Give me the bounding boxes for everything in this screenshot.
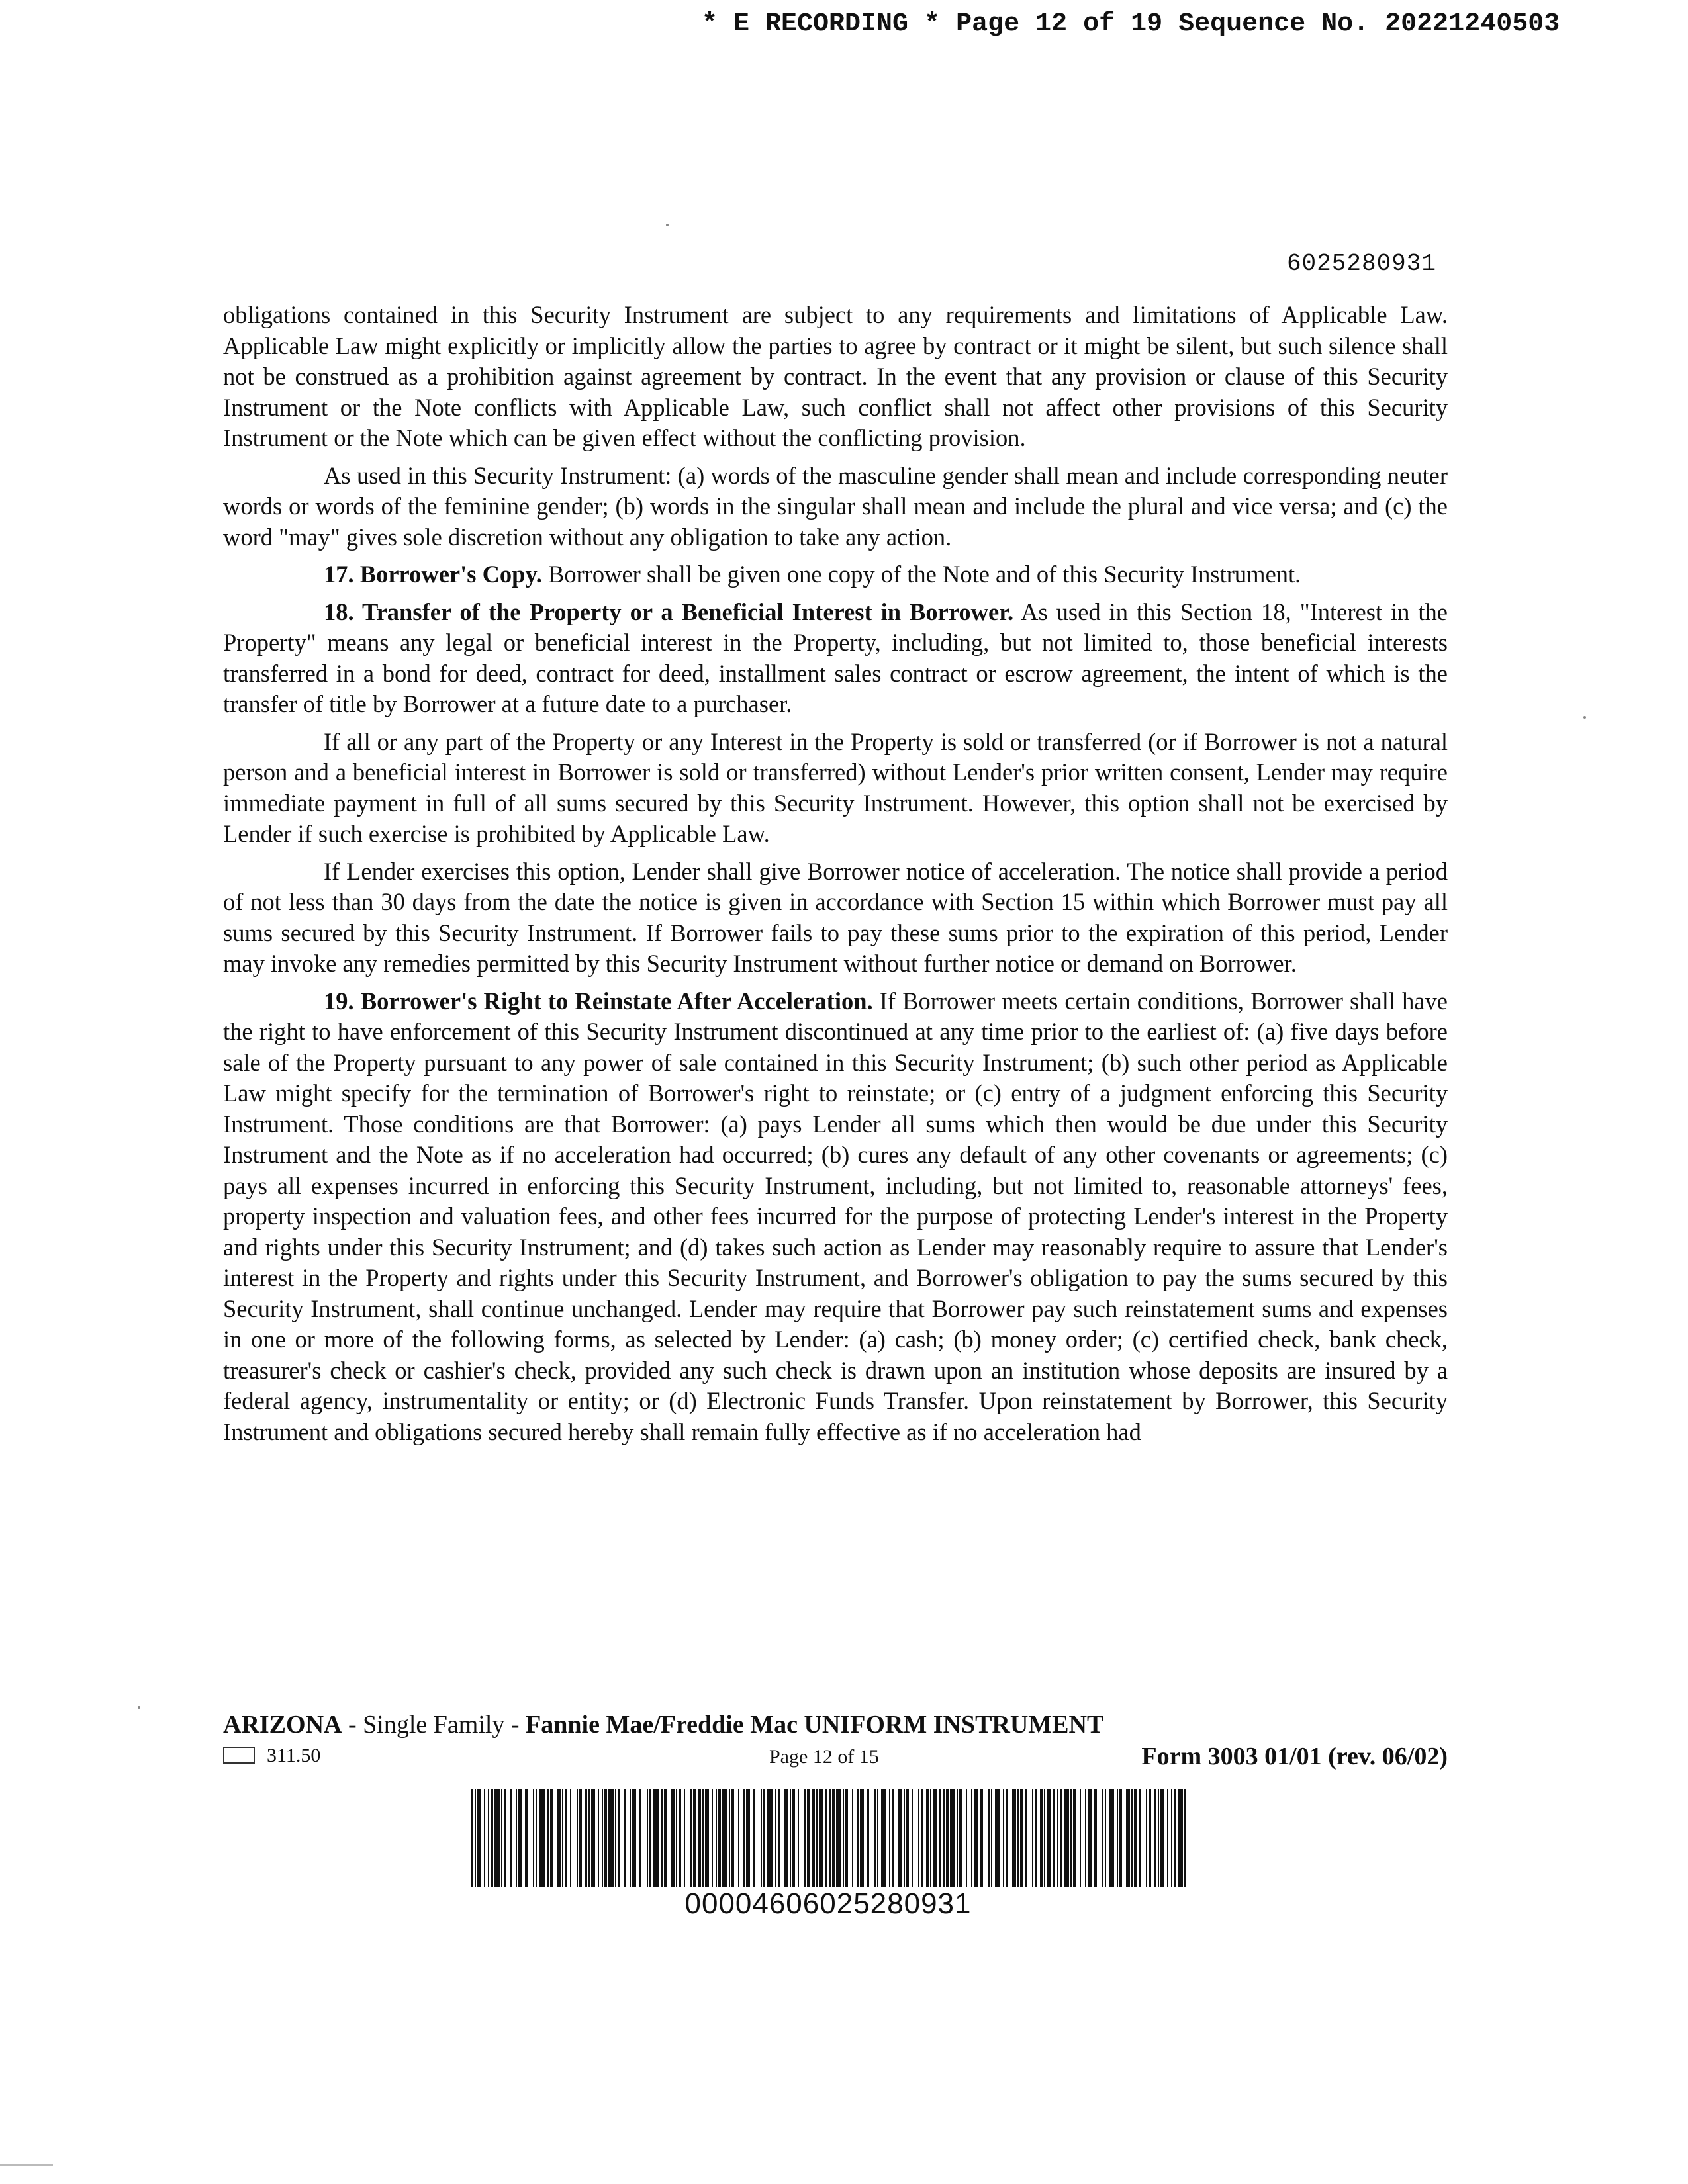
barcode-bar <box>1139 1789 1141 1887</box>
barcode-bar <box>775 1789 776 1887</box>
barcode-bar <box>1158 1789 1159 1887</box>
barcode-bar <box>602 1789 603 1887</box>
barcode-bar <box>816 1789 818 1887</box>
document-body <box>223 300 1448 1454</box>
barcode-bar <box>577 1789 578 1887</box>
barcode-bar <box>557 1789 561 1887</box>
barcode-bar <box>1040 1789 1043 1887</box>
barcode-bar <box>679 1789 681 1887</box>
paragraph-text: Borrower shall be given one copy of the Note and of this Security Instrument. <box>541 561 1301 588</box>
barcode-bar <box>829 1789 831 1887</box>
barcode-bar <box>1117 1789 1118 1887</box>
barcode-bar <box>950 1789 955 1887</box>
section-heading: 19. Borrower's Right to Reinstate After Acceleration. <box>324 987 873 1015</box>
barcode-bar <box>1003 1789 1004 1887</box>
barcode-bar <box>1119 1789 1122 1887</box>
barcode-bar <box>790 1789 791 1887</box>
barcode-bar <box>743 1789 745 1887</box>
page-number: Page 12 of 15 <box>769 1746 879 1768</box>
barcode-bar <box>1025 1789 1027 1887</box>
barcode-bar <box>525 1789 528 1887</box>
barcode-bar <box>1184 1789 1186 1887</box>
barcode-bar <box>912 1789 913 1887</box>
section-17 <box>223 559 1448 590</box>
footer-row <box>223 1745 1448 1774</box>
barcode-bar <box>1012 1789 1016 1887</box>
barcode-bar <box>1126 1789 1130 1887</box>
section-18 <box>223 597 1448 720</box>
barcode-bar <box>1131 1789 1133 1887</box>
barcode-bar <box>898 1789 902 1887</box>
paragraph-text: As used in this Section 18, "Interest in the Property" means any legal or beneficial interest in the Property, including, but not limited to, those beneficial interests transferred in a bond for deed, contract for deed, installment sales contract or escrow agreement, the intent of which is the transfer of title by Borrower at a future date to a purchaser. <box>223 598 1448 717</box>
barcode-bar <box>491 1789 493 1887</box>
barcode-bar <box>812 1789 815 1887</box>
barcode-bar <box>867 1789 869 1887</box>
barcode-bar <box>807 1789 810 1887</box>
barcode-bar <box>792 1789 795 1887</box>
barcode-bar <box>974 1789 978 1887</box>
barcode-bar <box>608 1789 614 1887</box>
barcode-bar <box>761 1789 762 1887</box>
barcode-bar <box>1174 1789 1176 1887</box>
barcode-bar <box>565 1789 567 1887</box>
barcode-bar <box>1154 1789 1156 1887</box>
barcode-bar <box>933 1789 937 1887</box>
barcode-bar <box>712 1789 713 1887</box>
barcode-bar <box>705 1789 709 1887</box>
barcode-bar <box>664 1789 667 1887</box>
barcode-icon <box>471 1789 1186 1887</box>
footer-state: ARIZONA <box>223 1711 342 1739</box>
barcode-bar <box>943 1789 945 1887</box>
barcode-bar <box>966 1789 967 1887</box>
paragraph-text: As used in this Security Instrument: (a) words of the masculine gender shall mean and include corresponding neuter words or words of the feminine gender; (b) words in the singular shall mean and include the plural and vice versa; and (c) the word "may" gives sole discretion without any obligation to take any action. <box>223 461 1448 551</box>
barcode-bar <box>778 1789 780 1887</box>
scan-speck <box>138 1706 140 1709</box>
scan-speck <box>1583 716 1586 719</box>
barcode-bar <box>536 1789 537 1887</box>
barcode-bar <box>753 1789 755 1887</box>
barcode-bar <box>988 1789 990 1887</box>
paragraph-text: obligations contained in this Security Instrument are subject to any requirements and limitations of Applicable Law. Applicable Law might explicitly or implicitly allow the parties to agree by contract or it might be silent, but such silence shall not be construed as a prohibition against agreement by contract. In the event that any provision or clause of this Security Instrument or the Note conflicts with Applicable Law, such conflict shall not affect other provisions of this Security Instrument or the Note which can be given effect without the conflicting provision. <box>223 301 1448 451</box>
barcode-bar <box>825 1789 827 1887</box>
scan-speck <box>666 224 669 226</box>
barcode-bar <box>1064 1789 1069 1887</box>
barcode-bar <box>939 1789 941 1887</box>
barcode-bar <box>591 1789 595 1887</box>
barcode-bar <box>570 1789 571 1887</box>
barcode-bar <box>1047 1789 1051 1887</box>
barcode-bar <box>763 1789 765 1887</box>
recording-header: * E RECORDING * Page 12 of 19 Sequence No. 20221240503 <box>702 9 1560 39</box>
scan-speck <box>0 2164 53 2166</box>
loan-number: 6025280931 <box>1286 250 1436 277</box>
barcode-bar <box>518 1789 522 1887</box>
barcode-bar <box>661 1789 663 1887</box>
barcode-bar <box>946 1789 949 1887</box>
barcode-bar <box>1035 1789 1037 1887</box>
paragraph-text: If all or any part of the Property or any Interest in the Property is sold or transferred (or if Borrower is not a natural person and a beneficial interest in Borrower is sold or transferred) without Lender's prior written consent, Lender may require immediate payment in full of all sums secured by this Security Instrument. However, this option shall not be exercised by Lender if such exercise is prohibited by Applicable Law. <box>223 727 1448 847</box>
barcode-bar <box>957 1789 958 1887</box>
paragraph <box>223 300 1448 454</box>
footer-title <box>223 1710 1103 1739</box>
barcode-bar <box>1080 1789 1081 1887</box>
barcode-bar <box>729 1789 730 1887</box>
barcode-bar <box>843 1789 844 1887</box>
barcode-bar <box>1020 1789 1023 1887</box>
paragraph <box>223 461 1448 553</box>
barcode-bar <box>1044 1789 1045 1887</box>
barcode-bar <box>671 1789 675 1887</box>
barcode-bar <box>550 1789 553 1887</box>
barcode-bar <box>647 1789 648 1887</box>
barcode-number: 00004606025280931 <box>684 1888 972 1920</box>
barcode-bar <box>516 1789 517 1887</box>
barcode-bar <box>1134 1789 1137 1887</box>
footer-separator: - Single Family - <box>342 1711 526 1739</box>
barcode-bar <box>630 1789 631 1887</box>
barcode-bar <box>585 1789 587 1887</box>
barcode-bar <box>881 1789 886 1887</box>
barcode-bar <box>971 1789 972 1887</box>
barcode-bar <box>845 1789 848 1887</box>
barcode-bar <box>698 1789 701 1887</box>
footer-agency: Fannie Mae/Freddie Mac UNIFORM INSTRUMENT <box>526 1711 1104 1739</box>
barcode-bar <box>836 1789 841 1887</box>
barcode-bar <box>1085 1789 1086 1887</box>
barcode-bar <box>832 1789 835 1887</box>
barcode-bar <box>1070 1789 1072 1887</box>
barcode-bar <box>904 1789 905 1887</box>
barcode-bar <box>471 1789 473 1887</box>
barcode-bar <box>579 1789 582 1887</box>
barcode-bar <box>1105 1789 1106 1887</box>
barcode-bar <box>1032 1789 1033 1887</box>
form-logo-icon <box>223 1747 255 1764</box>
barcode-bar <box>1057 1789 1058 1887</box>
barcode-bar <box>488 1789 489 1887</box>
barcode-bar <box>588 1789 590 1887</box>
barcode-bar <box>494 1789 500 1887</box>
form-id: Form 3003 01/01 (rev. 06/02) <box>1141 1743 1448 1770</box>
barcode-bar <box>738 1789 739 1887</box>
barcode-bar <box>649 1789 651 1887</box>
barcode-bar <box>980 1789 983 1887</box>
barcode-bar <box>930 1789 931 1887</box>
barcode-bar <box>921 1789 923 1887</box>
paragraph <box>223 856 1448 979</box>
barcode-bar <box>1171 1789 1172 1887</box>
barcode-bar <box>1006 1789 1008 1887</box>
section-19 <box>223 986 1448 1448</box>
barcode-bar <box>1109 1789 1114 1887</box>
barcode-bar <box>484 1789 485 1887</box>
barcode-bar <box>504 1789 506 1887</box>
barcode-bar <box>918 1789 919 1887</box>
barcode-bar <box>852 1789 853 1887</box>
barcode-bar <box>615 1789 616 1887</box>
barcode-bar <box>718 1789 721 1887</box>
barcode-bar <box>991 1789 992 1887</box>
barcode-bar <box>892 1789 894 1887</box>
barcode-bar <box>1160 1789 1164 1887</box>
barcode-bar <box>477 1789 481 1887</box>
barcode-bar <box>510 1789 512 1887</box>
paragraph-text: If Lender exercises this option, Lender shall give Borrower notice of acceleration. The notice shall provide a period of not less than 30 days from the date the notice is given in accordance with Section 15 within which Borrower must pay all sums secured by this Security Instrument. If Borrower fails to pay these sums prior to the expiration of this period, Lender may invoke any remedies permitted by this Security Instrument without further notice or demand on Borrower. <box>223 857 1448 977</box>
barcode-bar <box>798 1789 799 1887</box>
barcode-bar <box>684 1789 685 1887</box>
barcode-bar <box>693 1789 696 1887</box>
form-code <box>223 1745 320 1767</box>
barcode-bar <box>1017 1789 1019 1887</box>
section-heading: 17. Borrower's Copy. <box>324 561 542 588</box>
barcode-bar <box>604 1789 607 1887</box>
barcode-bar <box>995 1789 1000 1887</box>
barcode-bar <box>819 1789 823 1887</box>
barcode-bar <box>1073 1789 1076 1887</box>
barcode-bar <box>877 1789 878 1887</box>
section-heading: 18. Transfer of the Property or a Beneficial Interest in Borrower. <box>324 598 1014 625</box>
barcode-bar <box>767 1789 773 1887</box>
barcode-bar <box>1167 1789 1168 1887</box>
barcode-bar <box>690 1789 692 1887</box>
barcode-bar <box>1094 1789 1097 1887</box>
barcode-bar <box>1088 1789 1092 1887</box>
barcode-bar <box>959 1789 962 1887</box>
barcode-bar <box>716 1789 717 1887</box>
barcode-bar <box>731 1789 734 1887</box>
barcode-bar <box>547 1789 549 1887</box>
barcode-bar <box>1146 1789 1147 1887</box>
barcode-bar <box>1060 1789 1062 1887</box>
barcode-bar <box>857 1789 859 1887</box>
barcode-bar <box>722 1789 727 1887</box>
barcode-bar <box>653 1789 659 1887</box>
barcode-bar <box>874 1789 876 1887</box>
barcode-bar <box>598 1789 599 1887</box>
barcode-bar <box>676 1789 677 1887</box>
barcode-bar <box>702 1789 704 1887</box>
paragraph <box>223 727 1448 850</box>
barcode-bar <box>860 1789 864 1887</box>
barcode-bar <box>562 1789 563 1887</box>
barcode-bar <box>639 1789 641 1887</box>
barcode-bar <box>475 1789 476 1887</box>
form-code-text: 311.50 <box>267 1745 321 1766</box>
barcode-bar <box>533 1789 534 1887</box>
barcode-bar <box>1149 1789 1151 1887</box>
barcode-bar <box>746 1789 750 1887</box>
barcode-bar <box>784 1789 788 1887</box>
barcode-bar <box>624 1789 626 1887</box>
barcode-bar <box>804 1789 806 1887</box>
barcode-bar <box>632 1789 636 1887</box>
barcode-bar <box>618 1789 620 1887</box>
barcode-bar <box>1102 1789 1103 1887</box>
barcode-bar <box>926 1789 929 1887</box>
barcode-bar <box>1178 1789 1183 1887</box>
barcode-bar <box>889 1789 890 1887</box>
barcode-bar <box>539 1789 545 1887</box>
barcode-bar <box>906 1789 909 1887</box>
barcode-bar <box>1053 1789 1055 1887</box>
paragraph-text: If Borrower meets certain conditions, Borrower shall have the right to have enforcement of this Security Instrument discontinued at any time prior to the earliest of: (a) five days before sale of the Property pursuant to any power of sale contained in this Security Instrument; (b) such other period as Applicable Law might specify for the termination of Borrower's right to reinstate; or (c) entry of a judgment enforcing this Security Instrument. Those conditions are that Borrower: (a) pays Lender all sums which then would be due under this Security Instrument and the Note as if no acceleration had occurred; (b) cures any default of any other covenants or agreements; (c) pays all expenses incurred in enforcing this Security Instrument, including, but not limited to, reasonable attorneys' fees, property inspection and valuation fees, and other fees incurred for the purpose of protecting Lender's interest in the Property and rights under this Security Instrument; and (d) takes such action as Lender may reasonably require to assure that Lender's interest in the Property and rights under this Security Instrument, and Borrower's obligation to pay the sums secured by this Security Instrument, shall continue unchanged. Lender may require that Borrower pay such reinstatement sums and expenses in one or more of the following forms, as selected by Lender: (a) cash; (b) money order; (c) certified check, bank check, treasurer's check or cashier's check, provided any such check is drawn upon an institution whose deposits are insured by a federal agency, instrumentality or entity; or (d) Electronic Funds Transfer. Upon reinstatement by Borrower, this Security Instrument and obligations secured hereby shall remain fully effective as if no acceleration had <box>223 987 1448 1445</box>
barcode-bar <box>501 1789 502 1887</box>
